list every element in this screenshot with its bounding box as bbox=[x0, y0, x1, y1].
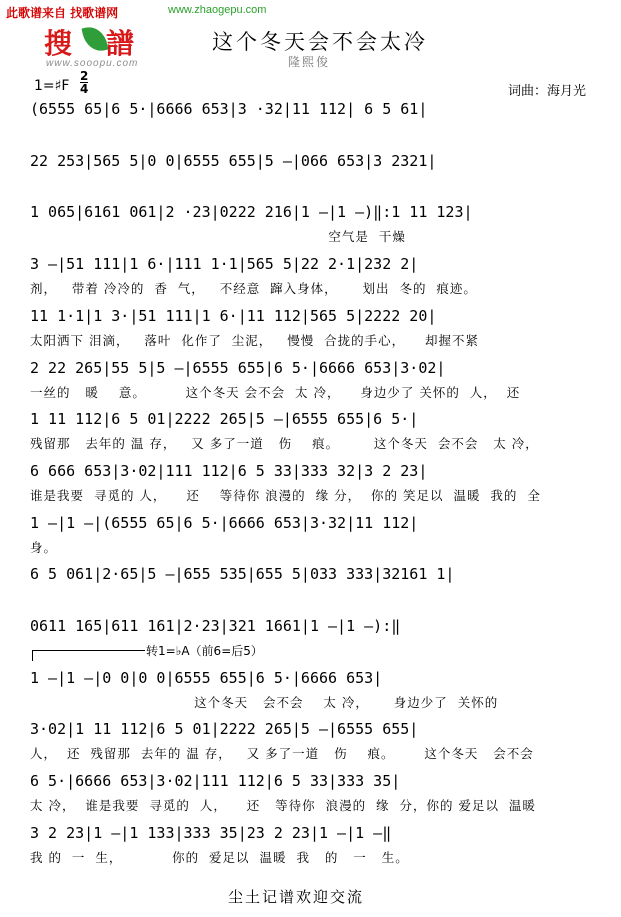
site-logo bbox=[44, 22, 154, 60]
notation-row: 0611 165|611 161|2·23|321 1661|1 –|1 –):‖ bbox=[30, 617, 401, 635]
time-signature-top: 2 bbox=[80, 69, 89, 83]
notation-row: 3·02|1 11 112|6 5 01|2222 265|5 –|6555 655| bbox=[30, 720, 419, 739]
leaf-icon bbox=[82, 24, 109, 54]
lyrics-row: 身。 bbox=[30, 539, 58, 555]
notation-row: 1 11 112|6 5 01|2222 265|5 –|6555 655|6 5·| bbox=[30, 410, 419, 429]
volta-bracket bbox=[32, 650, 145, 661]
time-signature-bottom: 4 bbox=[80, 82, 89, 96]
notation-row: 11 1·1|1 3·|51 111|1 6·|11 112|565 5|2222 20| bbox=[30, 306, 437, 325]
lyrics-row: 残留那 去年的 温 存， 又 多了一道 伤 痕。 这个冬天 会不会 太 冷， bbox=[30, 436, 539, 452]
notation-row: (6555 65|6 5·|6666 653|3 ·32|11 112| 6 5 61| bbox=[30, 100, 428, 118]
lyrics-row: 太阳洒下 泪滴， 落叶 化作了 尘泥， 慢慢 合拢的手心， 却握不紧 bbox=[30, 332, 480, 348]
logo-char-pu: 譜 bbox=[106, 27, 135, 60]
modulation-marking: 转1=♭A（前6=后5） bbox=[146, 644, 263, 658]
notation-row: 2 22 265|55 5|5 –|6555 655|6 5·|6666 653|3·02| bbox=[30, 358, 446, 377]
key-signature: 1=♯F bbox=[34, 78, 70, 94]
logo-url: www.sooopu.com bbox=[46, 58, 139, 69]
lyrics-row: 人， 还 残留那 去年的 温 存， 又 多了一道 伤 痕。 这个冬天 会不会 bbox=[30, 746, 534, 762]
notation-row: 22 253|565 5|0 0|6555 655|5 –|066 653|3 2321| bbox=[30, 151, 437, 170]
lyrics-row: 太 冷， 谁是我要 寻觅的 人， 还 等待你 浪漫的 缘 分，你的 爱足以 温暖 bbox=[30, 798, 536, 814]
notation-row: 6 666 653|3·02|111 112|6 5 33|333 32|3 2 23| bbox=[30, 461, 428, 480]
time-signature bbox=[80, 70, 88, 95]
notation-row: 1 065|6161 061|2 ·23|0222 216|1 –|1 –)‖:1 11 123| bbox=[30, 203, 473, 222]
lyrics-row: 一丝的 暖 意。 这个冬天 会不会 太 冷， 身边少了 关怀的 人， 还 bbox=[30, 384, 521, 400]
lyricist-composer: 词曲：海月光 bbox=[508, 84, 587, 99]
song-title: 这个冬天会不会太冷 bbox=[212, 30, 428, 54]
notation-row: 6 5·|6666 653|3·02|111 112|6 5 33|333 35| bbox=[30, 772, 401, 791]
site-banner: 此歌谱来自 找歌谱网 bbox=[6, 6, 119, 20]
singer-name: 隆熙俊 bbox=[288, 55, 331, 69]
lyrics-row: 我 的 一 生， 你的 爱足以 温暖 我 的 一 生。 bbox=[30, 849, 409, 865]
notation-row: 1 –|1 –|(6555 65|6 5·|6666 653|3·32|11 112| bbox=[30, 513, 419, 532]
site-url[interactable]: www.zhaogepu.com bbox=[168, 4, 267, 16]
footer-note: 尘土记谱欢迎交流 bbox=[228, 888, 365, 906]
lyrics-row: 剂， 带着 冷冷的 香 气， 不经意 蹿入身体， 划出 冬的 痕迹。 bbox=[30, 281, 477, 297]
notation-row: 3 2 23|1 –|1 133|333 35|23 2 23|1 –|1 –‖ bbox=[30, 823, 392, 842]
notation-row: 3 –|51 111|1 6·|111 1·1|565 5|22 2·1|232 2| bbox=[30, 255, 419, 274]
logo-char-sou: 搜 bbox=[44, 27, 71, 60]
notation-row: 6 5 061|2·65|5 –|655 535|655 5|033 333|32161 1| bbox=[30, 565, 455, 584]
lyrics-row: 空气是 干燥 bbox=[30, 229, 406, 245]
lyrics-row: 这个冬天 会不会 太 冷， 身边少了 关怀的 bbox=[30, 694, 499, 710]
notation-row: 1 –|1 –|0 0|0 0|6555 655|6 5·|6666 653| bbox=[30, 668, 383, 687]
lyrics-row: 谁是我要 寻觅的 人， 还 等待你 浪漫的 缘 分， 你的 笑足以 温暖 我的 全 bbox=[30, 487, 541, 503]
